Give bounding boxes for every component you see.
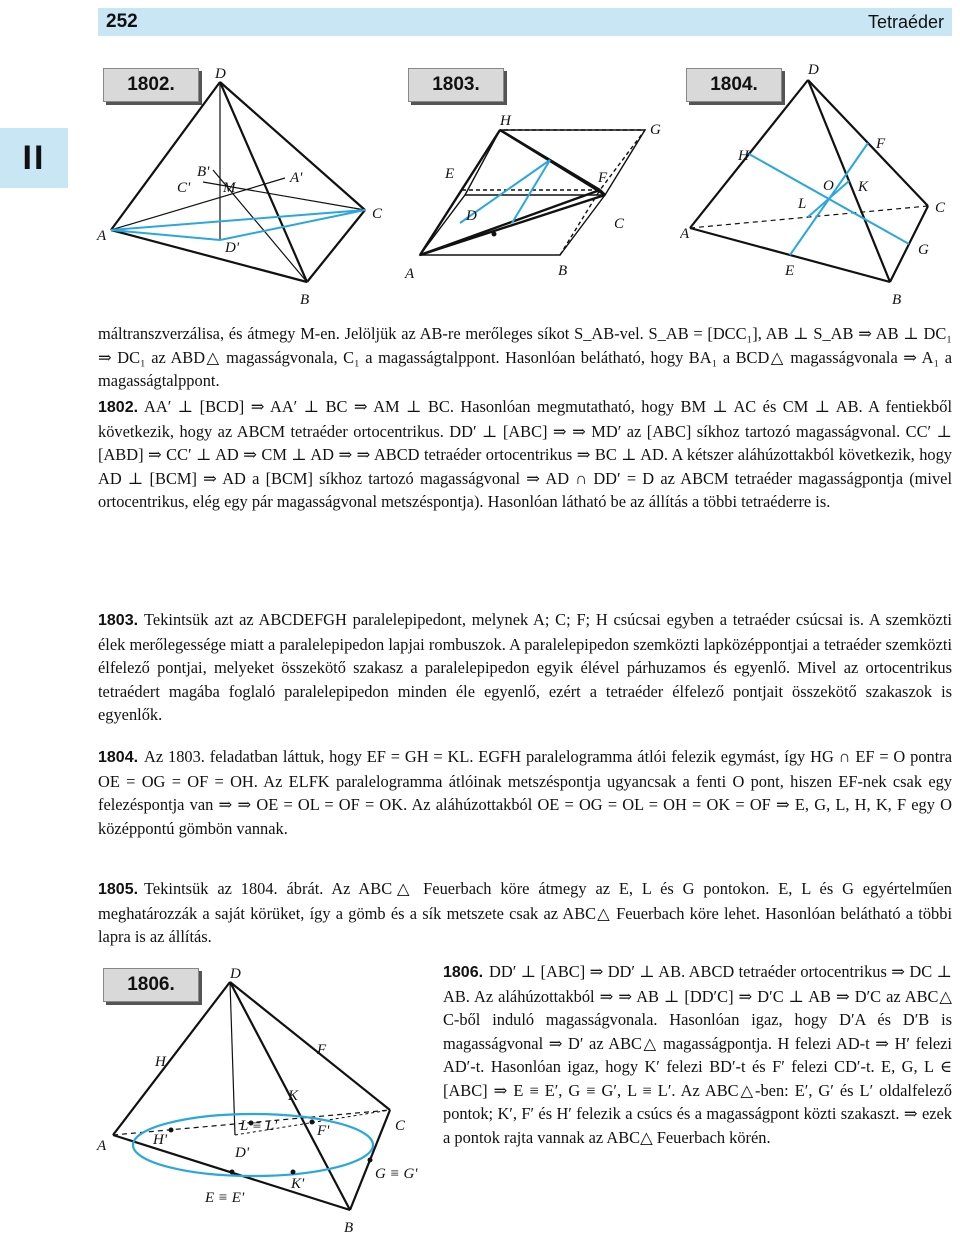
figure-1802 — [95, 60, 415, 315]
point-label: G — [650, 122, 661, 138]
paragraph-1804 — [98, 745, 952, 840]
paragraph-text: AA′ ⊥ [BCD] ⇒ AA′ ⊥ BC ⇒ AM ⊥ BC. Hasonlóan megmutatható, hogy BM ⊥ AC és CM ⊥ AB. A fentiekből következik, hogy az ABCM tetraéder ortocentrikus. DD′ ⊥ [ABC] ⇒ ⇒ MD′ az [ABC] síkhoz tartozó magasságvonal. CC′ ⊥ [ABD] ⇒ CC′ ⊥ AD ⇒ CM ⊥ AD ⇒ ⇒ ABCD tetraéder ortocentrikus ⇒ BC ⊥ AD. A kétszer aláhúzottakból következik, hogy AD ⊥ [BCM] ⇒ AD a [BCM] síkhoz tartozó magasságvonal ⇒ AD ∩ DD′ = D az ABCM tetraéder magasságpontja (mivel ortocentrikus, elég egy pár magasságvonal metszéspontja). Hasonlóan látható be az állítás a többi tetraéderre is. — [98, 397, 952, 511]
paragraph-1802 — [98, 395, 952, 514]
point-label: A — [97, 1138, 107, 1154]
problem-number: 1803. — [98, 612, 139, 629]
point-label: F' — [317, 1123, 330, 1139]
point-label: K — [288, 1088, 299, 1104]
point-label: C — [395, 1118, 406, 1134]
point-label: H — [500, 113, 511, 129]
paragraph-1806 — [443, 960, 952, 1149]
point-label: D — [466, 208, 477, 224]
point-label: E — [785, 263, 795, 279]
figure-1803 — [400, 60, 670, 315]
point-label: A — [405, 266, 415, 282]
point-label: E ≡ E' — [205, 1190, 245, 1206]
paragraph-1805 — [98, 877, 952, 949]
point-label: C — [935, 200, 946, 216]
point-label: D — [230, 966, 241, 982]
running-title: Tetraéder — [867, 12, 944, 32]
figure-1806 — [95, 960, 435, 1240]
problem-number: 1806. — [443, 964, 484, 981]
problem-number: 1802. — [98, 399, 139, 416]
paragraph-text: DD′ ⊥ [ABC] ⇒ DD′ ⊥ AB. ABCD tetraéder ortocentrikus ⇒ DC ⊥ AB. Az aláhúzottakból ⇒ ⇒ AB ⊥ [DD′C] ⇒ D′C ⊥ AB ⇒ D′C az ABC△ C-ből induló magasságvonala. Hasonlóan igaz, hogy D′A és D′B is magasságvonal ⇒ D′ az ABC△ magasságpontja. H felezi AD-t ⇒ H′ felezi AD′-t. Hasonlóan igaz, hogy K′ felezi BD′-t és F′ felezi CD′-t. E, G, L ∈ [ABC] ⇒ E ≡ E′, G ≡ G′, L ≡ L′. Az ABC△-ben: E′, G′ és L′ oldalfelező pontok; K′, F′ és H′ felezik a csúcs és a magasságpont közti szakaszt. ⇒ ezek a pontok rajta vannak az ABC△ Feuerbach körén. — [443, 962, 952, 1147]
point-label: H — [155, 1054, 166, 1070]
paragraph-text: Tekintsük azt az ABCDEFGH paralelepipedont, melynek A; C; F; H csúcsai egyben a tetraéder csúcsai is. A szemközti élek merőlegessége miatt a paralelepipedon lapjai rombuszok. A paralelepipedon szemközti lapközéppontjai a tetraéder szemközti élfelező pontjai, melyeket összekötő szakasz a paralelepipedon egyik élével párhuzamos és egyenlő. Mivel az ortocentrikus tetraédert magába foglaló paralelepipedon minden éle egyenlő, ezért a tetraéder élfelező pontjait összekötő szakaszok is egyenlők. — [98, 610, 952, 724]
point-label: D — [215, 66, 226, 82]
point-label: C — [614, 216, 625, 232]
page-header — [98, 8, 952, 36]
point-label: L — [798, 196, 807, 212]
page-number: 252 — [106, 11, 138, 32]
paragraph-intro — [98, 322, 952, 393]
point-label: K — [858, 179, 869, 195]
point-label: L ≡ L' — [240, 1118, 278, 1134]
problem-number: 1804. — [98, 749, 139, 766]
chapter-tab: II — [0, 128, 68, 188]
point-label: B — [892, 292, 902, 308]
point-label: O — [823, 178, 834, 194]
figure-label: 1803. — [408, 68, 504, 102]
figure-label: 1806. — [103, 968, 199, 1002]
point-label: B — [344, 1220, 354, 1236]
figure-label: 1804. — [686, 68, 782, 102]
point-label: K' — [291, 1176, 305, 1192]
point-label: G — [918, 242, 929, 258]
point-label: M — [223, 180, 236, 196]
point-label: D — [808, 62, 819, 78]
point-label: C' — [177, 180, 191, 196]
point-label: B — [300, 292, 310, 308]
paragraph-text: Tekintsük az 1804. ábrát. Az ABC△ Feuerbach köre átmegy az E, L és G pontokon. E, L és G egyértelműen meghatározzák a saját körüket, így a gömb és a sík metszete csak az ABC△ Feuerbach köre lehet. Hasonlóan belátható a többi lapra is az állítás. — [98, 879, 952, 946]
point-label: F — [876, 136, 886, 152]
paragraph-1803 — [98, 608, 952, 727]
point-label: A' — [290, 170, 303, 186]
point-label: G ≡ G' — [375, 1166, 418, 1182]
point-label: H' — [153, 1132, 168, 1148]
point-label: F — [317, 1042, 327, 1058]
problem-number: 1805. — [98, 881, 139, 898]
point-label: D' — [225, 240, 240, 256]
point-label: B' — [197, 164, 210, 180]
paragraph-text: máltranszverzálisa, és átmegy M-en. Jelöljük az AB-re merőleges síkot S_AB-vel. S_AB = [DCC₁], AB ⊥ S_AB ⇒ AB ⊥ DC₁ ⇒ DC₁ az ABD△ magasságvonala, C₁ a magasságtalppont. Hasonlóan belátható, hogy BA₁ a BCD△ magasságvonala ⇒ A₁ a magasságtalppont. — [98, 324, 952, 390]
feuerbach-diagram — [95, 960, 435, 1240]
figure-1804 — [680, 60, 955, 315]
point-label: D' — [235, 1145, 250, 1161]
figure-label: 1802. — [103, 68, 199, 102]
point-label: A — [97, 228, 107, 244]
point-label: A — [680, 226, 690, 242]
point-label: H — [738, 148, 749, 164]
paragraph-text: Az 1803. feladatban láttuk, hogy EF = GH = KL. EGFH paralelogramma átlói felezik egymást, így HG ∩ EF = O pontra OE = OG = OF = OH. Az ELFK paralelogramma átlóinak metszéspontja ugyancsak a fenti O pont, hiszen EF-nek csak egy felezéspontja van ⇒ ⇒ OE = OL = OF = OK. Az aláhúzottakból OE = OG = OL = OH = OK = OF ⇒ E, G, L, H, K, F egy O középpontú gömbön vannak. — [98, 747, 952, 838]
point-label: E — [445, 166, 455, 182]
point-label: B — [558, 263, 568, 279]
point-label: C — [372, 206, 383, 222]
point-label: F — [598, 170, 608, 186]
